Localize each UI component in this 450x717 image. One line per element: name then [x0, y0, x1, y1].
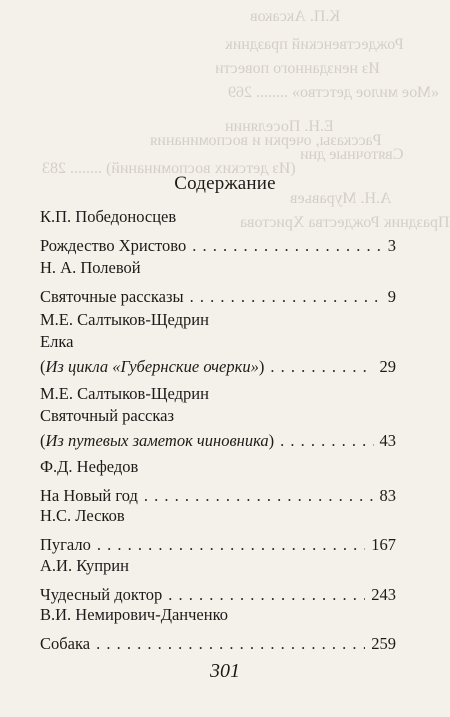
- toc-author: В.И. Немирович-Данченко: [40, 605, 229, 624]
- toc-entry: [40, 383, 396, 452]
- toc-author: А.И. Куприн: [40, 556, 129, 575]
- toc-work-title: Рождество Христово: [40, 236, 187, 255]
- toc-author: М.Е. Салтыков-Щедрин: [40, 384, 209, 403]
- toc-leader-dots: [97, 534, 365, 556]
- toc-page-number: 83: [379, 486, 396, 505]
- toc-page-number: 167: [371, 535, 396, 554]
- toc-leader-dots: [168, 584, 365, 606]
- toc-author: Ф.Д. Нефедов: [40, 457, 139, 476]
- toc-entry: [40, 456, 396, 507]
- toc-leader-dots: [280, 430, 373, 452]
- toc-entry: [40, 309, 396, 378]
- toc-work-title: Елка: [40, 332, 74, 351]
- toc-page-number: 43: [379, 431, 396, 450]
- toc-entry: [40, 604, 396, 655]
- toc-entry: [40, 505, 396, 556]
- toc-page-number: 259: [371, 634, 396, 653]
- toc-page-number: 243: [371, 585, 396, 604]
- toc-author: М.Е. Салтыков-Щедрин: [40, 310, 209, 329]
- toc-page-number: 3: [387, 236, 396, 255]
- toc-author: Н.С. Лесков: [40, 506, 125, 525]
- toc-leader-dots: [190, 286, 382, 308]
- toc-leader-dots: [144, 485, 374, 507]
- toc-work-title: Чудесный доктор: [40, 585, 163, 604]
- toc-author: К.П. Победоносцев: [40, 207, 177, 226]
- toc-page-number: 9: [387, 287, 396, 306]
- toc-leader-dots: [192, 235, 382, 257]
- toc-leader-dots: [96, 633, 365, 655]
- toc-work-note: (Из путевых заметок чиновника): [40, 431, 275, 450]
- toc-work-title: Святочный рассказ: [40, 406, 174, 425]
- toc-work-title: На Новый год: [40, 486, 138, 505]
- toc-work-title: Пугало: [40, 535, 91, 554]
- toc-work-title: Святочные рассказы: [40, 287, 184, 306]
- bleed-through-text: К.П. Аксаков Рождественский праздник Из неизданного повести «Мое милое детство» ........ 269 Е.Н. Поселянин Рассказы, очерки и воспоминания Святочные дни (Из детских воспоминаний) ........ 283 А.Н. Муравьев Праздник Рождества Христова: [42, 8, 450, 231]
- toc-leader-dots: [270, 356, 373, 378]
- toc-work-title: Собака: [40, 634, 91, 653]
- contents-title: Содержание: [174, 173, 276, 194]
- page-number-folio: 301: [210, 660, 240, 682]
- toc-entry: [40, 555, 396, 606]
- toc-page-number: 29: [379, 357, 396, 376]
- toc-author: Н. А. Полевой: [40, 258, 141, 277]
- toc-entry: [40, 206, 396, 257]
- toc-work-note: (Из цикла «Губернские очерки»): [40, 357, 265, 376]
- toc-entry: [40, 257, 396, 308]
